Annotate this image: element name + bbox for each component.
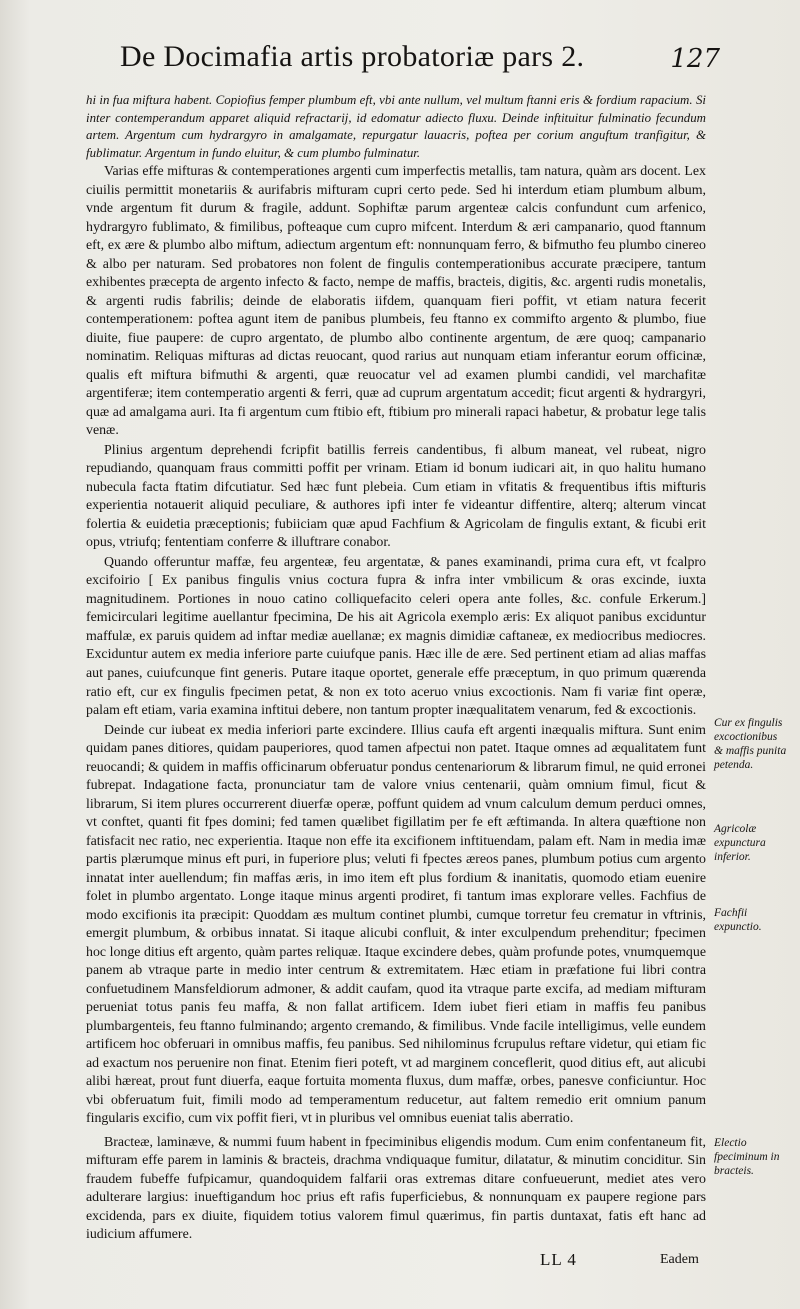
page-header [120, 40, 720, 90]
margin-note: Agricolæ expunctura inferior. [714, 823, 766, 863]
signature-mark: LL 4 [540, 1250, 577, 1269]
paragraph: Bracteæ, laminæve, & nummi fuum habent in fpeciminibus eligendis modum. Cum enim confentaneum fit, mifturam effe parem in laminis & bracteis, drachma vndiquaque fumitur, dilatatur, & minutim conciditur. Sin fraudem fubeffe fufpicamur, quandoquidem falfarii oras extremas ditare confueuerunt, mediet ates vero adulterare largius: inueftigandum hoc prius eft rafis fuperficiebus, & nonnunquam ex paupere regione pars excidenda, pars ex diuite, fiquidem totius valorem fimul quærimus, fin partis duntaxat, fatis eft hanc ad iudicium affumere. [86, 1134, 706, 1243]
paragraph: Varias effe mifturas & contemperationes argenti cum imperfectis metallis, tam natura, quàm ars docent. Lex ciuilis permittit monetariis & aurifabris mifturam cupri certo pede. Sed hi interdum etiam plumbum album, vnde argentum fit durum & fragile, addunt. Sophiftæ parum argenteæ calcis confundunt cum arfenico, hydrargyro fublimato, & fimilibus, pofteaque cum cupro mifcent. Interdum & æri campanario, quod ftannum eft, ex ære & plumbo albo miftum, adiectum argentum eft: nonnunquam ferro, & bifmutho feu plumbo cinereo & albo per naturam. Sed probatores non folent de fingulis contemperationibus accurate præcipere, tantum exhibentes præcepta de argento infecto & facto, nempe de maffis, bracteis, digitis, &c. argenti rudis monetalis, & argenti rudis fabrilis; deinde de elaboratis iifdem, quanquam fieri poffit, vt etiam natura fecerit contemperationem: poftea agunt item de panibus plumbeis, feu ftanno ex commifto argento & plumbo, fiue diuite, fiue paupere: de cupro argentato, de plumbo albo continente argentum, de ære quoq; campanario nominatim. Reliquas mifturas ad dictas reuocant, quod rarius aut nunquam etiam inferantur eorum officinæ, qualis eft miftura bifmuthi & argenti, quæ reuocatur vel ad examen plumbi candidi, vel marchafitæ argentiferæ; item contemperatio argenti & ferri, quæ ad cuprum argentatum accedit; ficut argenti & hydrargyri, quæ ad amalgama auri. Ita fi argentum cum ftibio eft, ftibium pro minerali rapaci habetur, & probatur lege talis venæ. [86, 164, 706, 439]
margin-note: Fachfii expunctio. [714, 907, 762, 933]
main-text-column [86, 92, 706, 1245]
paragraph: Plinius argentum deprehendi fcripfit batillis ferreis candentibus, fi album maneat, vel rubeat, nigro repudiando, quanquam fraus committi poffit per vrinam. Etiam id bonum iudicari ait, in quo halitu humano nubecula facta ftatim difcutiatur. Sed hæc funt plebeia. Cum etiam in vfitatis & frequentibus iftis mifturis experientia notauerit aliquid peculiare, & authores ipfi inter fe videantur diffentire, alterq; alterum vincat folertia & euidetia præceptionis; fubiiciam quæ apud Fachfium & Agricolam de fingulis extant, & ficubi erit opus, vtriufq; fententiam conferre & illuftrare conabor. [86, 442, 706, 551]
page-number: 127 [670, 44, 720, 74]
catchword: Eadem [660, 1252, 699, 1267]
paragraph: Deinde cur iubeat ex media inferiori parte excindere. Illius caufa eft argenti inæqualis miftura. Sunt enim quidam panes ditiores, quidam pauperiores, quod tamen afpectui non patet. Itaque omnes ad æqualitatem funt reuocandi; & quidem in maffis officinarum obferuatur pondus centenariorum & librarum fimul, ne quid erronei fubrepat. Indagatione facta, pronunciatur tam de valore vnius centenarii, quàm omnium fimul, ficut & librarum, Si item plures occurrerent diuerfæ operæ, poffunt quidem ad vnum calculum demum perduci omnes, vt conftet, quanti fit fpes domini; fed tamen quælibet figillatim per fe eft æftimanda. In altera quæftione non fatisfacit nec ratio, nec experientia. Itaque non effe ita excifionem inftituendam, palam eft. Nam in media imæ partis plærumque minus eft puri, in fuperiore plus; veluti fi fpectes æreos panes, plumbum potius cum argento innatat inter auellendum; fin maffas æris, in imo item eft plus fordium & inanitatis, quomodo etiam euenire folet in plumbo argentato. Longe itaque minus argenti prodiret, fi tantum imas explorare velles. Fachfius de modo excifionis ita præcipit: Quoddam æs multum continet plumbi, cumque torretur feu crematur in vftrinis, emergit plumbum, & orbibus innatat. Si itaque alicubi confluit, & inter exculpendum prehenditur; fpecimen hoc longe ditius eft argento, quàm partes reliquæ. Itaque excindere debes, quàm profunde potes, vnumquemque panem ab vtraque parte in medio inter centrum & extremitatem. Hæc etiam in præfatione fui libri contra confuetudinem Mansfeldiorum admoner, & addit caufam, quod ita vtraque parte excifa, ad mediam mifturam perueniat totus panis feu maffa, & non fallat artificem. Idem iubet fieri etiam in maffis feu panibus plumbargenteis, feu ftanno fulminando; argento cremando, & fimilibus. Vnde facile intelligimus, velle eundem artificem hoc obferuari in omnibus maffis, feu panibus. Sed nihilominus fcrupulus reftare videtur, qui etiam fic ad exactum nos peruenire non finat. Etenim fieri poteft, vt ad marginem conceflerit, quod ditius eft, aut alicubi alibi hæreat, prout funt diuerfa, eaque fortuita momenta fluxus, dum maffæ, orbes, panesve conficiuntur. Hoc vbi obferuatum fuit, fimili modo ad temperamentum reducetur, aut faltem remedio erit omnium panum fingularis excifio, cum vix poffit fieri, vt in pluribus vel omnibus eueniat talis aberratio. [86, 722, 706, 1127]
running-title: De Docimafia artis probatoriæ pars 2. [120, 40, 585, 73]
paragraph: Quando offeruntur maffæ, feu argenteæ, feu argentatæ, & panes examinandi, prima cura eft, vt fcalpro excifoirio [ Ex panibus fingulis vnius coctura fupra & infra inter vmbilicum & oras excinde, iuxta magnitudinem. Portiones in nouo catino colliquefacito celeri opera ante folles, &c. confule Erkerum.] femicirculari legitime auellantur fpecimina, De his ait Agricola exemplo æris: Ex aliquot panibus exciduntur maffulæ, ex paruis quidem ad inftar mediæ auellanæ; ex magnis dimidiæ caftaneæ, ex mediocribus mediocres. Exciduntur autem ex media inferiore parte cuiufque panis. Hæc ille de ære. Sed pertinent etiam ad alias maffas aut panes, cuiufcunque fint generis. Putare itaque oportet, generale effe præceptum, in quo primum quærenda ratio eft, cur ex fingulis fpecimen petat, & non ex toto aceruo vnius excoctionis. Nam fi variæ fint operæ, palam eft etiam, varia examina inftitui debere, non tantum propter inæqualitatem venarum, fed & excoctionis. [86, 554, 706, 719]
margin-note: Cur ex fingulis excoctionibus & maffis punita petenda. [714, 717, 787, 771]
paragraph-italic-rule: hi in fua miftura habent. Copiofius femper plumbum eft, vbi ante nullum, vel multum ftanni eris & fordium rapacium. Si inter contemperandum apparet aliquid refractarij, id edomatur adiecto fluxu. Deinde inftituitur fulminatio fecundum artem. Argentum cum hydrargyro in amalgamate, repurgatur lauacris, poftea per corium anguftum tranfigitur, & fublimatur. Argentum in fundo eluitur, & cum plumbo fulminatur. [86, 93, 706, 160]
margin-note: Electio fpeciminum in bracteis. [714, 1137, 780, 1177]
